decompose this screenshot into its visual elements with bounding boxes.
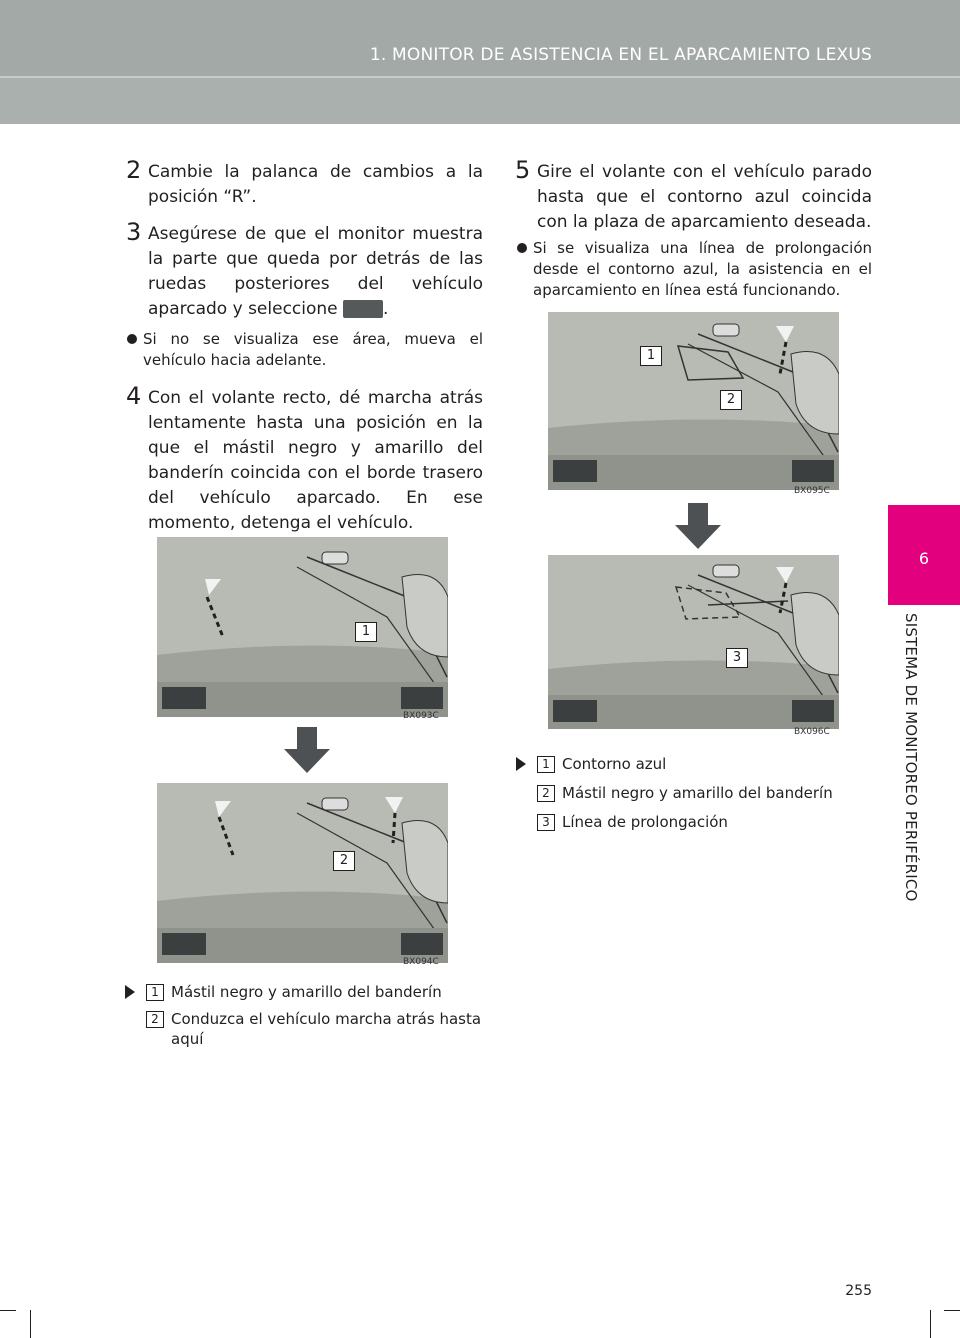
legend-text: Mástil negro y amarillo del banderín [171,983,442,1001]
step-number: 3 [126,218,142,246]
bullet-icon [127,334,137,344]
chapter-label: SISTEMA DE MONITOREO PERIFÉRICO [902,613,920,902]
chapter-side-tab [888,505,960,1025]
header-rule [0,76,960,78]
parallel-parking-button-icon [343,300,383,318]
legend-arrow-icon [125,985,135,999]
step-text: Con el volante recto, dé marcha atrás lentamente hasta una posición en la que el mástil negro y amarillo del banderín coincida con el borde trasero del vehículo aparcado. En ese momento, detenga el vehículo. [148,388,483,533]
chapter-tab-marker [888,505,960,605]
figure-code: BX095C [794,486,830,496]
figure-code: BX094C [403,957,439,967]
bullet-text: Si no se visualiza ese área, mueva el vehículo hacia adelante. [143,330,483,369]
step-text: Gire el volante con el vehículo parado hasta que el contorno azul coincida con la plaza de aparcamiento deseada. [537,162,872,232]
legend-text: Línea de prolongación [562,813,728,831]
crop-mark [930,1310,931,1338]
step-2 [126,156,483,210]
note-bullet-left [143,329,483,371]
figure-code: BX093C [403,711,439,721]
legend-number: 2 [537,785,555,802]
step-number: 5 [515,156,531,184]
page-header [0,0,960,124]
step-4 [126,382,483,536]
monitor-screen-figure [548,555,839,729]
monitor-screen-figure [157,783,448,963]
legend-text: Mástil negro y amarillo del banderín [562,784,833,802]
step-number: 4 [126,382,142,410]
crop-mark [30,1310,31,1338]
figure-callout: 1 [640,346,662,366]
legend-number: 2 [146,1011,164,1028]
bullet-icon [517,243,527,253]
chapter-number: 6 [918,549,930,568]
bullet-text: Si se visualiza una línea de prolongación desde el contorno azul, la asistencia en el aparcamiento en línea está funcionando. [533,239,872,299]
note-bullet-right [533,238,872,301]
step-text: Asegúrese de que el monitor muestra la parte que queda por detrás de las ruedas posteriores del vehículo aparcado y seleccione [148,224,483,319]
legend-number: 1 [146,984,164,1001]
legend-text: Contorno azul [562,755,667,773]
figure-callout: 2 [333,851,355,871]
legend-text: Conduzca el vehículo marcha atrás hasta aquí [171,1010,482,1048]
figure-code: BX096C [794,727,830,737]
header-band [0,0,960,78]
step-text-end: . [383,299,389,319]
monitor-screen-figure [157,537,448,717]
down-arrow-icon [284,727,330,773]
legend-arrow-icon [516,757,526,771]
figure-callout: 1 [355,622,377,642]
down-arrow-icon [675,503,721,549]
crop-mark [944,1310,960,1311]
monitor-screen-figure [548,312,839,490]
step-number: 2 [126,156,142,184]
page-number: 255 [845,1283,872,1299]
legend-number: 1 [537,756,555,773]
crop-mark [0,1310,16,1311]
section-title: 1. MONITOR DE ASISTENCIA EN EL APARCAMIENTO LEXUS [369,45,872,65]
legend-number: 3 [537,814,555,831]
figure-callout: 2 [720,390,742,410]
step-3 [126,218,483,322]
step-text: Cambie la palanca de cambios a la posición “R”. [148,162,483,207]
step-5 [515,156,872,235]
figure-callout: 3 [726,648,748,668]
